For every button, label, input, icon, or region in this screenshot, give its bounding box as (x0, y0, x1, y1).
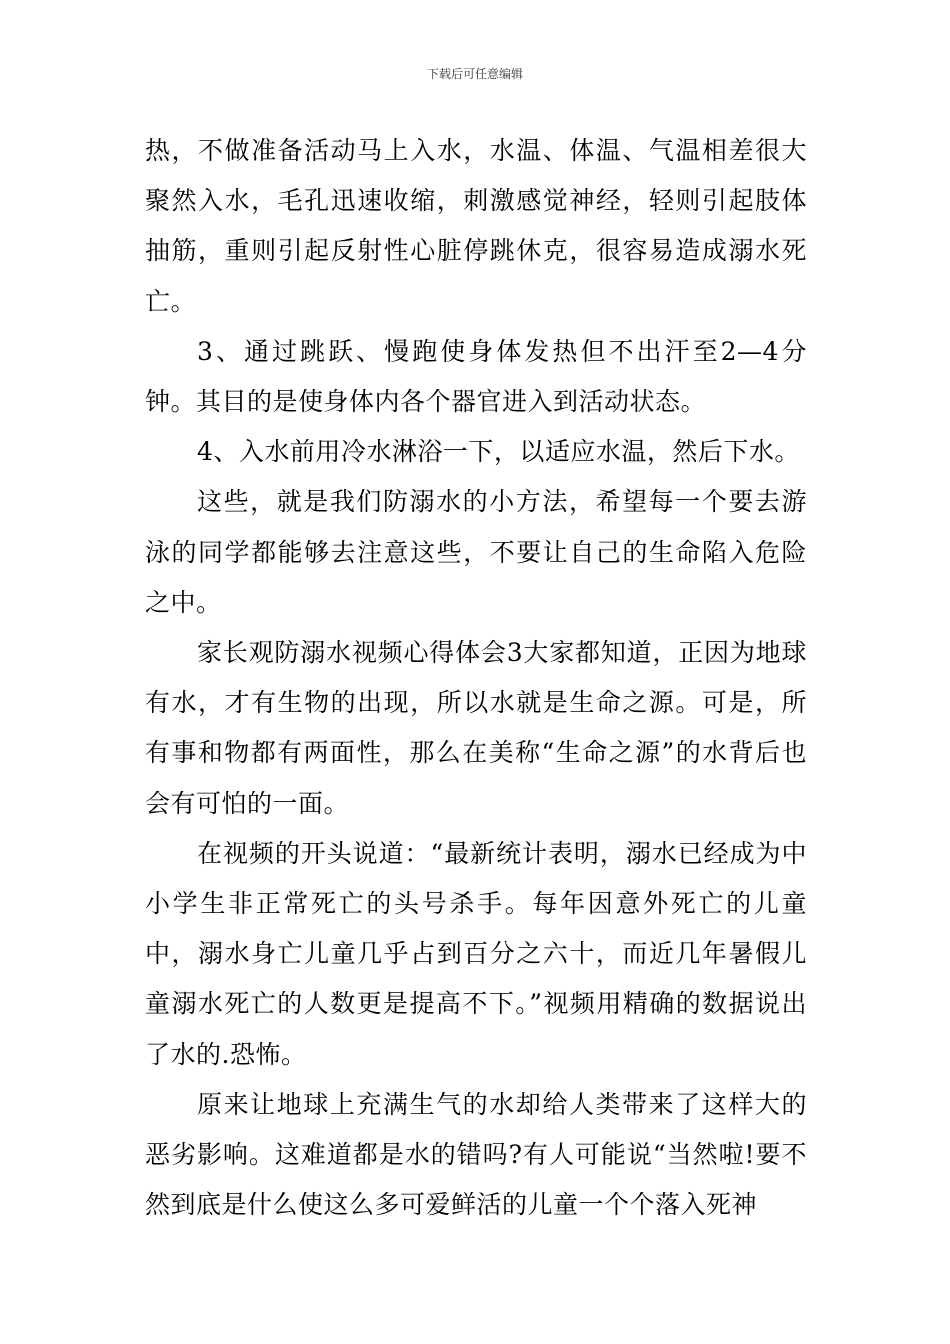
paragraph-4: 这些，就是我们防溺水的小方法，希望每一个要去游泳的同学都能够去注意这些，不要让自己的生命陷入危险之中。 (145, 487, 807, 617)
document-body (145, 126, 807, 1230)
paragraph-7: 原来让地球上充满生气的水却给人类带来了这样大的恶劣影响。这难道都是水的错吗?有人可能说“当然啦!要不然到底是什么使这么多可爱鲜活的儿童一个个落入死神 (145, 1089, 807, 1220)
paragraph-1: 热，不做准备活动马上入水，水温、体温、气温相差很大聚然入水，毛孔迅速收缩，刺激感觉神经，轻则引起肢体抽筋，重则引起反射性心脏停跳休克，很容易造成溺水死亡。 (145, 136, 807, 316)
header-note: 下载后可任意编辑 (426, 67, 523, 81)
paragraph-5: 家长观防溺水视频心得体会3大家都知道，正因为地球有水，才有生物的出现，所以水就是生命之源。可是，所有事和物都有两面性，那么在美称“生命之源”的水背后也会有可怕的一面。 (145, 638, 807, 818)
paragraph-6: 在视频的开头说道：“最新统计表明，溺水已经成为中小学生非正常死亡的头号杀手。每年因意外死亡的儿童中，溺水身亡儿童几乎占到百分之六十，而近几年暑假儿童溺水死亡的人数更是提高不下。”视频用精确的数据说出了水的.恐怖。 (145, 838, 807, 1069)
paragraph-3: 4、入水前用冷水淋浴一下，以适应水温，然后下水。 (197, 437, 800, 467)
paragraph-2: 3、通过跳跃、慢跑使身体发热但不出汗至2—4分钟。其目的是使身体内各个器官进入到活动状态。 (145, 336, 807, 417)
